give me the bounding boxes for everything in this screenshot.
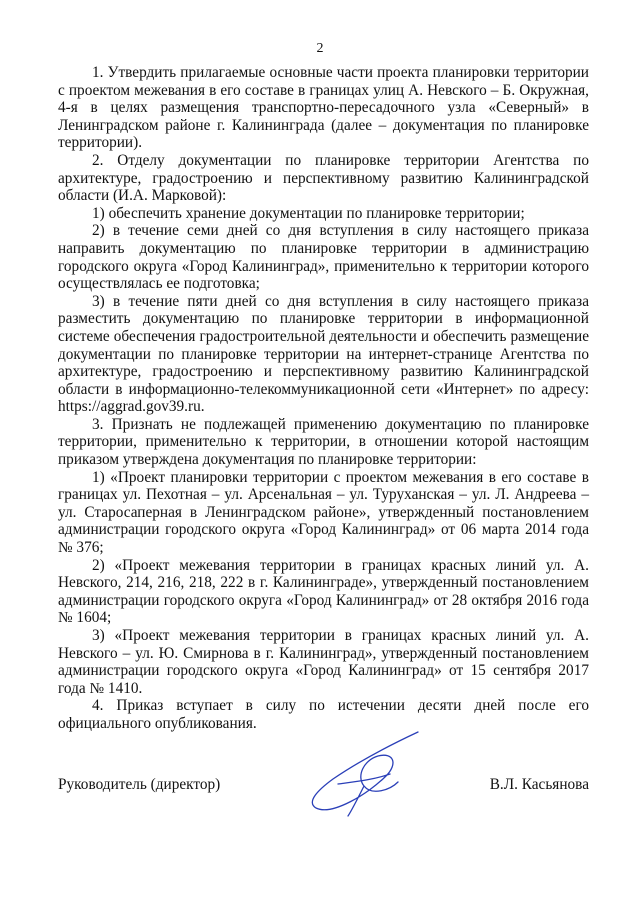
paragraph-invalidate: 3. Признать не подлежащей применению документацию по планировке территории, применительно к территории, в отношении которой настоящим приказом утверждена документация по планировке территории: xyxy=(58,415,589,469)
paragraph-department: 2. Отделу документации по планировке территории Агентства по архитектуре, градостроению и перспективному развитию Калининградской области (И.А. Марковой): xyxy=(58,151,589,205)
paragraph-item-send: 2) в течение семи дней со дня вступления в силу настоящего приказа направить документацию по планировке территории в администрацию городского округа «Город Калининград», применительно к территории которого осуществлялась ее подготовка; xyxy=(58,222,589,293)
signature-stroke xyxy=(312,732,418,816)
paragraph-approve: 1. Утвердить прилагаемые основные части проекта планировки территории с проектом межевания в его составе в границах улиц А. Невского – Б. Окружная, 4-я в целях размещения транспортно-пересадочного узла «Северный» в Ленинградском районе г. Калининграда (далее – документация по планировке территории). xyxy=(58,64,589,152)
signature-block xyxy=(58,776,589,796)
signer-title: Руководитель (директор) xyxy=(58,776,221,793)
paragraph-invalid-doc-2: 2) «Проект межевания территории в границах красных линий ул. А. Невского, 214, 216, 218, 222 в г. Калининграде», утвержденный постановлением администрации городского округа «Город Калининград» от 28 октября 2016 года № 1604; xyxy=(58,556,589,627)
paragraph-item-publish: 3) в течение пяти дней со дня вступления в силу настоящего приказа разместить документацию по планировке территории в информационной системе обеспечения градостроительной деятельности и обеспечить размещение документации по планировке территории на интернет-странице Агентства по архитектуре, градостроению и перспективному развитию Калининградской области в информационно-телекоммуникационной сети «Интернет» по адресу: https://aggrad.gov39.ru. xyxy=(58,292,589,416)
paragraph-invalid-doc-1: 1) «Проект планировки территории с проектом межевания в его составе в границах ул. Пехотная – ул. Арсенальная – ул. Туруханская – ул. Л. Андреева – ул. Старосаперная в Ленинградском районе», утвержденный постановлением администрации городского округа «Город Калининград» от 06 марта 2014 года № 376; xyxy=(58,468,589,557)
document-body xyxy=(58,64,589,733)
paragraph-item-storage: 1) обеспечить хранение документации по планировке территории; xyxy=(92,204,525,222)
paragraph-effective-date: 4. Приказ вступает в силу по истечении десяти дней после его официального опубликования. xyxy=(58,697,589,732)
signer-name: В.Л. Касьянова xyxy=(489,776,589,793)
handwritten-signature xyxy=(298,724,428,819)
paragraph-invalid-doc-3: 3) «Проект межевания территории в границах красных линий ул. А. Невского – ул. Ю. Смирнова в г. Калининград», утвержденный постановлением администрации городского округа «Город Калининград» от 15 сентября 2017 года № 1410. xyxy=(58,627,589,697)
page-number: 2 xyxy=(316,41,324,56)
